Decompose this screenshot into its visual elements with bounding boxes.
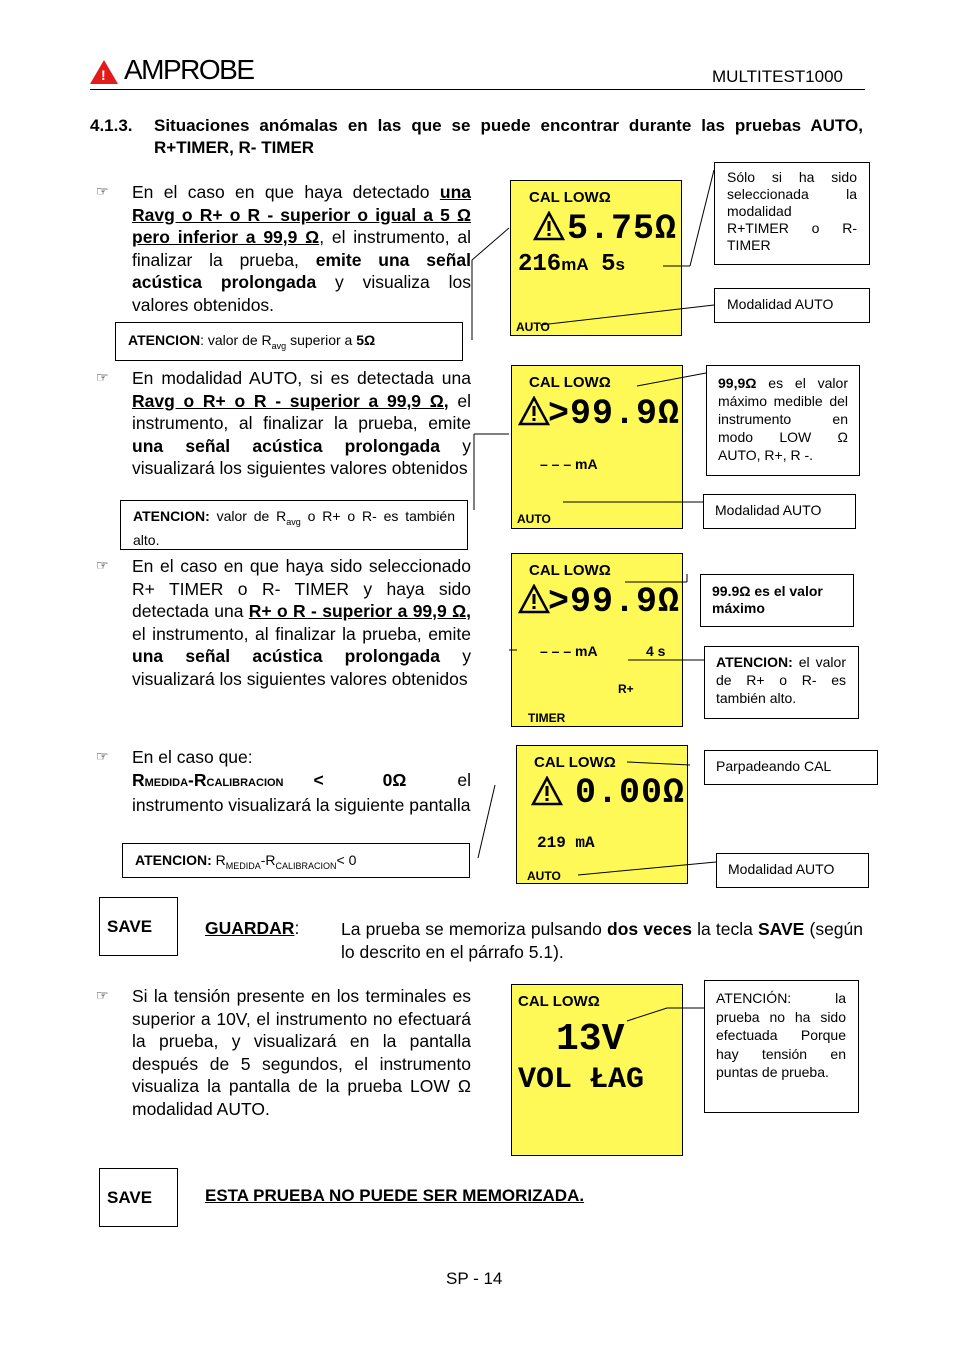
model-name: MULTITEST1000 xyxy=(712,67,844,86)
block1-auto-callout: Modalidad AUTO xyxy=(714,288,870,323)
lcd-display-3 xyxy=(511,553,683,727)
lcd-timer: 4 s xyxy=(646,643,666,659)
lcd-main-value: 5.75Ω xyxy=(567,209,678,249)
lcd-main-value: 0.00Ω xyxy=(575,773,686,813)
lcd-display-2 xyxy=(511,365,683,529)
block1-attention-note: ATENCION: valor de $R_{avg}$ superior a 5Ω xyxy=(115,322,463,361)
block4-auto-callout: Modalidad AUTO xyxy=(716,853,869,888)
page-number: SP - 14 xyxy=(446,1269,503,1288)
block2-auto-callout: Modalidad AUTO xyxy=(703,494,856,529)
block2-attention-note: ATENCION: valor de $R_{avg}$ o R+ o R- es también alto. xyxy=(120,500,468,550)
lcd-main-value: 13V xyxy=(556,1018,625,1061)
lcd-secondary: VOL ŁAG xyxy=(518,1063,645,1097)
warning-triangle-icon xyxy=(518,584,550,619)
brand-logo: AMPROBE xyxy=(124,54,254,85)
block3-max-callout: 99.9Ω es el valor máximo xyxy=(700,574,854,627)
lcd-mode: AUTO xyxy=(517,512,551,526)
warning-triangle-icon xyxy=(518,396,550,431)
save-key-icon: SAVE xyxy=(99,1168,178,1227)
section-number: 4.1.3. xyxy=(90,116,133,135)
header-rule xyxy=(90,89,865,90)
block4-cal-callout: Parpadeando CAL xyxy=(704,750,878,785)
save2-label: ESTA PRUEBA NO PUEDE SER MEMORIZADA. xyxy=(205,1186,585,1205)
lcd-secondary: 216mA 5s xyxy=(518,251,625,278)
block5-paragraph: Si la tensión presente en los terminales es superior a 10V, el instrumento no efectuará la prueba, y visualizará en la pantalla después de 5 segundos, el instrumento visualiza la pantalla de la prueba LOW Ω modalidad AUTO. xyxy=(132,986,471,1119)
block4-attention-note: ATENCION: $R_{MEDIDA}-R_{CALIBRACION}< 0$ xyxy=(122,843,470,878)
pointing-hand-icon: ☞ xyxy=(96,748,109,764)
lcd-secondary: – – – mA xyxy=(540,456,598,472)
block1-timer-callout: Sólo si ha sido seleccionada la modalidad R+TIMER o R-TIMER xyxy=(714,162,870,265)
lcd-cal-label: CAL LOWΩ xyxy=(529,189,611,206)
lcd-display-4 xyxy=(516,745,688,884)
save1-label: GUARDAR: xyxy=(205,918,300,938)
pointing-hand-icon: ☞ xyxy=(96,987,109,1003)
save-key-icon: SAVE xyxy=(99,897,178,956)
logo-exclamation: ! xyxy=(101,67,106,83)
lcd-rplus: R+ xyxy=(618,682,634,696)
lcd-cal-label: CAL LOWΩ xyxy=(518,993,600,1010)
block5-attention-callout: ATENCIÓN: la prueba no ha sido efectuada Porque hay tensión en puntas de prueba. xyxy=(704,980,859,1113)
lcd-secondary: – – – mA xyxy=(540,643,598,659)
save1-description: La prueba se memoriza pulsando dos veces la tecla SAVE (según lo descrito en el párrafo 5.1). xyxy=(341,919,863,962)
block1-paragraph: En el caso en que haya detectado una Ravg o R+ o R - superior o igual a 5 Ω pero inferior a 99,9 Ω, el instrumento, al finalizar la prueba, emite una señal acústica prolongada y visualiza los valores obtenidos. xyxy=(132,182,472,315)
pointing-hand-icon: ☞ xyxy=(96,557,109,573)
lcd-mode: AUTO xyxy=(527,869,561,883)
lcd-mode: TIMER xyxy=(528,711,566,725)
warning-triangle-icon xyxy=(531,776,563,811)
pointing-hand-icon: ☞ xyxy=(96,183,109,199)
block2-paragraph: En modalidad AUTO, si es detectada una Ravg o R+ o R - superior a 99,9 Ω, el instrumento, al finalizar la prueba, emite una señal acústica prolongada y visualizará los siguientes valores obtenidos xyxy=(132,368,471,478)
lcd-display-1 xyxy=(510,180,682,336)
lcd-secondary: 219 mA xyxy=(537,834,595,852)
lcd-display-5 xyxy=(511,984,683,1156)
block3-attention-callout: ATENCION: el valor de R+ o R- es también alto. xyxy=(704,646,859,719)
lcd-mode: AUTO xyxy=(516,320,550,334)
section-heading: Situaciones anómalas en las que se puede encontrar durante las pruebas AUTO, R+TIMER, R- TIMER xyxy=(154,116,863,157)
warning-triangle-icon xyxy=(533,211,563,241)
lcd-cal-label: CAL LOWΩ xyxy=(529,562,611,579)
block4-paragraph: En el caso que: RMEDIDA-RCALIBRACION < 0Ω el instrumento visualizará la siguiente pantalla xyxy=(132,747,471,815)
lcd-main-value: >99.9Ω xyxy=(548,582,681,622)
block2-max-callout: 99,9Ω es el valor máximo medible del instrumento en modo LOW Ω AUTO, R+, R -. xyxy=(706,365,860,476)
lcd-cal-label: CAL LOWΩ xyxy=(529,374,611,391)
section-title xyxy=(90,115,865,161)
lcd-main-value: >99.9Ω xyxy=(548,394,681,434)
lcd-cal-label: CAL LOWΩ xyxy=(534,754,616,771)
pointing-hand-icon: ☞ xyxy=(96,369,109,385)
block3-paragraph: En el caso en que haya sido seleccionado R+ TIMER o R- TIMER y haya sido detectada una R+ o R - superior a 99,9 Ω, el instrumento, al finalizar la prueba, emite una señal acústica prolongada y visualizará los siguientes valores obtenidos xyxy=(132,556,472,689)
